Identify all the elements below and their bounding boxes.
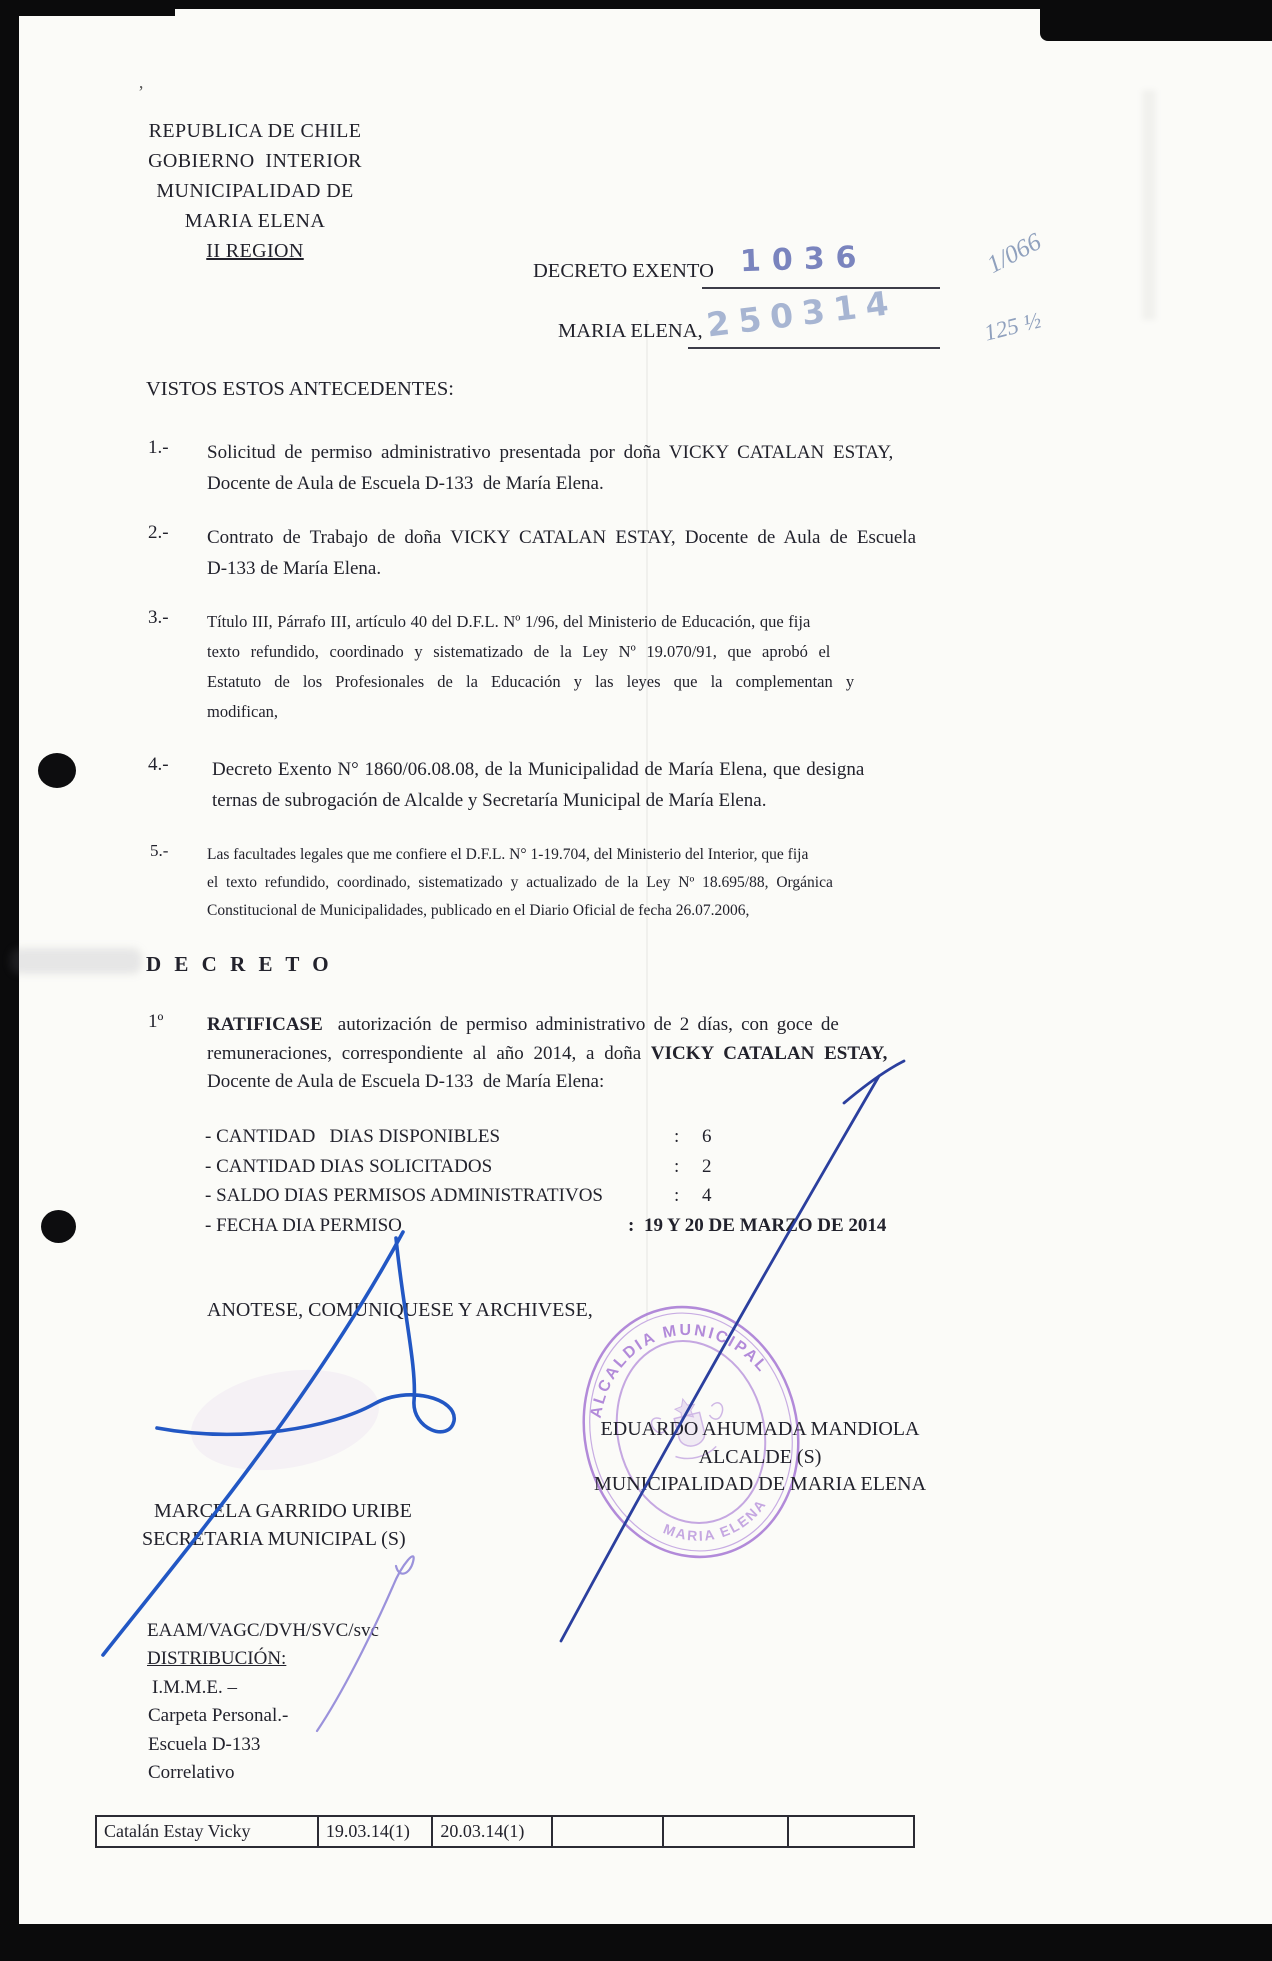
left-signatory-title: SECRETARIA MUNICIPAL (S)	[142, 1528, 406, 1550]
item-5-number: 5.-	[150, 841, 169, 860]
item-3-line: Título III, Párrafo III, artículo 40 del D.F.L. Nº 1/96, del Ministerio de Educación, que fija	[207, 612, 811, 631]
letterhead	[140, 116, 370, 266]
detail-label-saldo-dias: - SALDO DIAS PERMISOS ADMINISTRATIVOS	[205, 1185, 603, 1206]
detail-sep: :	[674, 1185, 680, 1206]
distribution-item: Correlativo	[148, 1762, 235, 1783]
item-3-line: texto refundido, coordinado y sistematizado de la Ley Nº 19.070/91, que aprobó el	[207, 642, 831, 661]
right-signatory-name: EDUARDO AHUMADA MANDIOLA	[600, 1418, 920, 1440]
scan-edge-top-right	[1040, 0, 1272, 41]
item-2-number: 2.-	[148, 522, 169, 543]
ratificase-line	[207, 1040, 947, 1069]
ratificase-line-rest: autorización de permiso administrativo de 2 días, con goce de	[337, 1014, 839, 1035]
dateline-annotation-handwritten: 125 ½	[981, 307, 1044, 346]
item-4-line: Decreto Exento N° 1860/06.08.08, de la Municipalidad de María Elena, que designa	[212, 759, 865, 780]
table-cell-empty	[789, 1817, 913, 1846]
secretary-signature	[157, 1238, 454, 1434]
date-stamp: 250314	[704, 282, 900, 345]
ratificase-line	[207, 1011, 947, 1040]
decree-annotation-handwritten: 1/066	[982, 228, 1046, 279]
letterhead-region: II REGION	[206, 240, 304, 262]
item-4-number: 4.-	[148, 754, 169, 775]
item-5-line: Las facultades legales que me confiere el D.F.L. N° 1-19.704, del Ministerio del Interior, que fija	[207, 846, 809, 863]
scan-edge-bottom	[0, 1924, 1272, 1961]
table-cell-empty	[553, 1817, 664, 1846]
distribution-item: Carpeta Personal.-	[148, 1705, 289, 1726]
detail-label-fecha-permiso: - FECHA DIA PERMISO	[205, 1215, 402, 1236]
scan-streak-right	[1142, 90, 1156, 320]
detail-sep: :	[674, 1126, 680, 1147]
table-cell-empty	[664, 1817, 788, 1846]
detail-label-dias-disponibles: - CANTIDAD DIAS DISPONIBLES	[205, 1126, 501, 1147]
item-1-line: Solicitud de permiso administrativo presentada por doña VICKY CATALAN ESTAY,	[207, 442, 894, 463]
item-3-line: modifican,	[207, 702, 279, 721]
item-2-text	[207, 522, 947, 584]
item-3-text	[207, 607, 947, 727]
ratificase-keyword: RATIFICASE	[207, 1014, 323, 1035]
detail-sep: :	[674, 1156, 680, 1177]
right-signatory-title: ALCALDE (S)	[698, 1446, 822, 1468]
item-3-number: 3.-	[148, 607, 169, 628]
detail-value-dias-solicitados: 2	[702, 1156, 712, 1177]
tracking-table	[95, 1815, 915, 1848]
ratificase-line: Docente de Aula de Escuela D-133 de María Elena:	[207, 1071, 605, 1092]
item-4-line: ternas de subrogación de Alcalde y Secretaría Municipal de María Elena.	[212, 790, 767, 811]
table-cell-date-1: 19.03.14(1)	[319, 1817, 433, 1846]
hole-punch-mark	[41, 1210, 76, 1243]
scan-edge-top-left	[0, 0, 175, 16]
stamp-top-text: ALCALDIA MUNICIPAL	[587, 1321, 772, 1420]
letterhead-country: REPUBLICA DE CHILE	[148, 120, 362, 142]
item-5-text	[207, 841, 947, 925]
decreto-heading: D E C R E T O	[146, 952, 333, 976]
item-2-line: D-133 de María Elena.	[207, 558, 382, 579]
decree-label: DECRETO EXENTO	[533, 260, 714, 282]
scan-edge-left	[0, 0, 19, 1961]
distribution-item: I.M.M.E. –	[152, 1677, 237, 1698]
ratificase-paragraph	[207, 1011, 947, 1097]
vistos-heading: VISTOS ESTOS ANTECEDENTES:	[146, 378, 454, 400]
stray-mark: ’	[138, 82, 144, 102]
initials-line: EAAM/VAGC/DVH/SVC/svc	[147, 1620, 379, 1641]
table-cell-name: Catalán Estay Vicky	[97, 1817, 319, 1846]
decree-number-stamp: 1036	[739, 239, 869, 280]
detail-sep: :	[628, 1215, 635, 1236]
item-1-line: Docente de Aula de Escuela D-133 de María Elena.	[207, 473, 604, 494]
dateline-label: MARIA ELENA,	[558, 320, 703, 342]
right-signatory-org: MUNICIPALIDAD DE MARIA ELENA	[593, 1473, 927, 1495]
detail-value-fecha-permiso: 19 Y 20 DE MARZO DE 2014	[644, 1215, 887, 1236]
distribution-heading: DISTRIBUCIÓN:	[147, 1648, 287, 1669]
distribution-item: Escuela D-133	[148, 1734, 261, 1755]
detail-value-dias-disponibles: 6	[702, 1126, 712, 1147]
violet-pen-stroke	[317, 1556, 414, 1731]
detail-value-saldo-dias: 4	[702, 1185, 712, 1206]
table-cell-date-2: 20.03.14(1)	[433, 1817, 552, 1846]
letterhead-comuna: MARIA ELENA	[184, 210, 326, 232]
ratificase-number: 1º	[148, 1011, 164, 1032]
stamp-ghost-mark	[183, 1356, 387, 1484]
svg-text:ALCALDIA MUNICIPAL	[571, 1302, 775, 1424]
item-1-number: 1.-	[148, 437, 169, 458]
item-2-line: Contrato de Trabajo de doña VICKY CATALAN ESTAY, Docente de Aula de Escuela	[207, 527, 916, 548]
ratificase-name-bold: VICKY CATALAN ESTAY,	[650, 1042, 888, 1064]
letterhead-gobierno: GOBIERNO INTERIOR	[148, 150, 362, 172]
detail-label-dias-solicitados: - CANTIDAD DIAS SOLICITADOS	[205, 1156, 493, 1177]
letterhead-municipalidad: MUNICIPALIDAD DE	[156, 180, 354, 202]
secretary-signature	[103, 1232, 403, 1655]
item-1-text	[207, 437, 947, 499]
item-5-line: el texto refundido, coordinado, sistematizado y actualizado de la Ley Nº 18.695/88, Orgánica	[207, 874, 833, 891]
item-3-line: Estatuto de los Profesionales de la Educación y las leyes que la complementan y	[207, 672, 855, 691]
ratificase-line-pre: remuneraciones, correspondiente al año 2014, a doña	[207, 1042, 651, 1064]
stamp-bottom-text: MARIA ELENA	[661, 1495, 770, 1544]
left-signatory-name: MARCELA GARRIDO URIBE	[154, 1500, 412, 1522]
item-4-text	[212, 754, 952, 816]
closing-line: ANOTESE, COMUNIQUESE Y ARCHIVESE,	[207, 1299, 593, 1321]
svg-text:MARIA ELENA	[657, 1493, 775, 1555]
hole-punch-mark	[38, 753, 76, 788]
scan-smudge-left	[10, 948, 142, 974]
item-5-line: Constitucional de Municipalidades, publicado en el Diario Oficial de fecha 26.07.2006,	[207, 902, 750, 919]
